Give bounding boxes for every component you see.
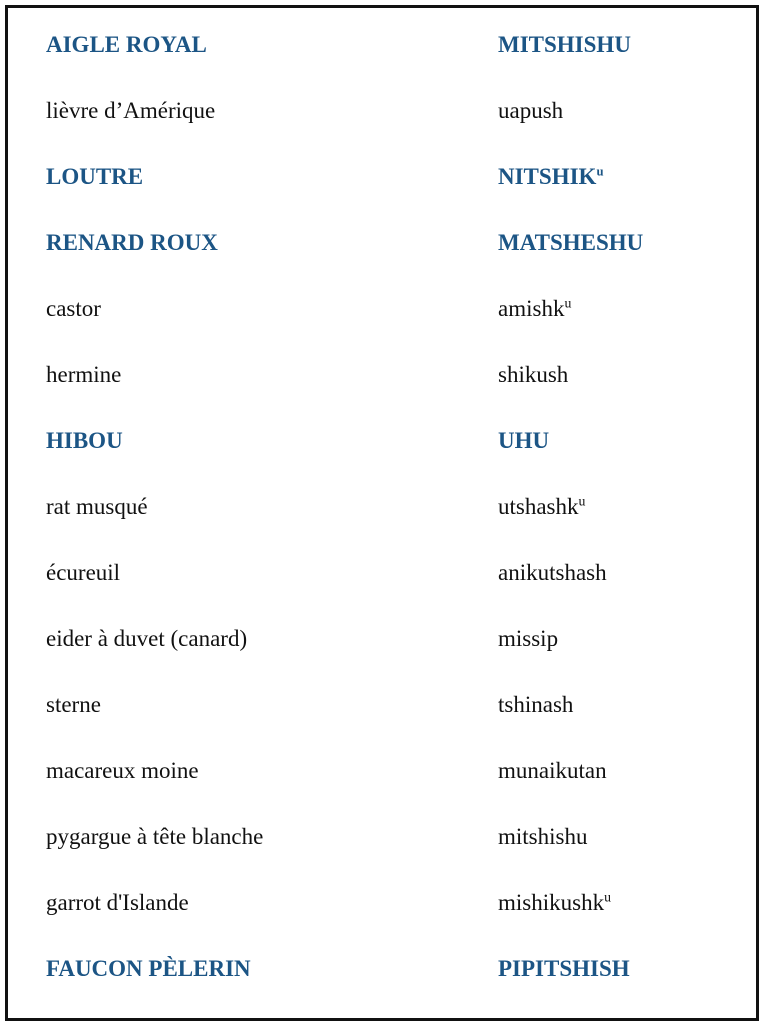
innu-superscript: u [604,889,611,905]
innu-term: munaikutan [498,758,607,783]
french-term: macareux moine [46,758,199,783]
table-row [8,157,756,197]
table-row [8,949,756,989]
innu-superscript: u [564,295,572,311]
table-row [8,421,756,461]
innu-term: NITSHIK$^u$ [498,164,604,189]
innu-term: tshinash [498,692,574,717]
table-row [8,619,756,659]
vocabulary-table [5,5,759,1021]
french-term: AIGLE ROYAL [46,32,207,57]
french-term: LOUTRE [46,164,144,189]
table-row [8,487,756,527]
innu-term: UHU [498,428,550,453]
innu-term: mishikushk$^u$ [498,889,611,915]
innu-term: MATSHESHU [498,230,644,255]
french-term: HIBOU [46,428,123,453]
french-term: rat musqué [46,494,148,519]
innu-term: shikush [498,362,569,387]
table-row [8,883,756,923]
innu-term: mitshishu [498,824,588,849]
french-term: castor [46,296,101,321]
table-row [8,817,756,857]
innu-superscript: u [596,164,604,179]
innu-superscript: u [578,493,586,509]
table-row [8,553,756,593]
innu-term: PIPITSHISH [498,956,630,981]
french-term: garrot d'Islande [46,890,189,915]
french-term: eider à duvet (canard) [46,626,248,651]
table-row [8,355,756,395]
french-term: lièvre d’Amérique [46,98,216,123]
french-term: RENARD ROUX [46,230,218,255]
french-term: hermine [46,362,122,387]
innu-term: missip [498,626,559,651]
french-term: pygargue à tête blanche [46,824,264,849]
table-row [8,751,756,791]
innu-term: amishk$^u$ [498,295,572,321]
innu-term: uapush [498,98,564,123]
french-term: écureuil [46,560,121,585]
innu-term: anikutshash [498,560,607,585]
french-term: FAUCON PÈLERIN [46,956,251,981]
table-row [8,91,756,131]
table-row [8,223,756,263]
innu-term: MITSHISHU [498,32,631,57]
table-row [8,25,756,65]
table-row [8,685,756,725]
table-row [8,289,756,329]
innu-term: utshashk$^u$ [498,493,586,519]
french-term: sterne [46,692,101,717]
